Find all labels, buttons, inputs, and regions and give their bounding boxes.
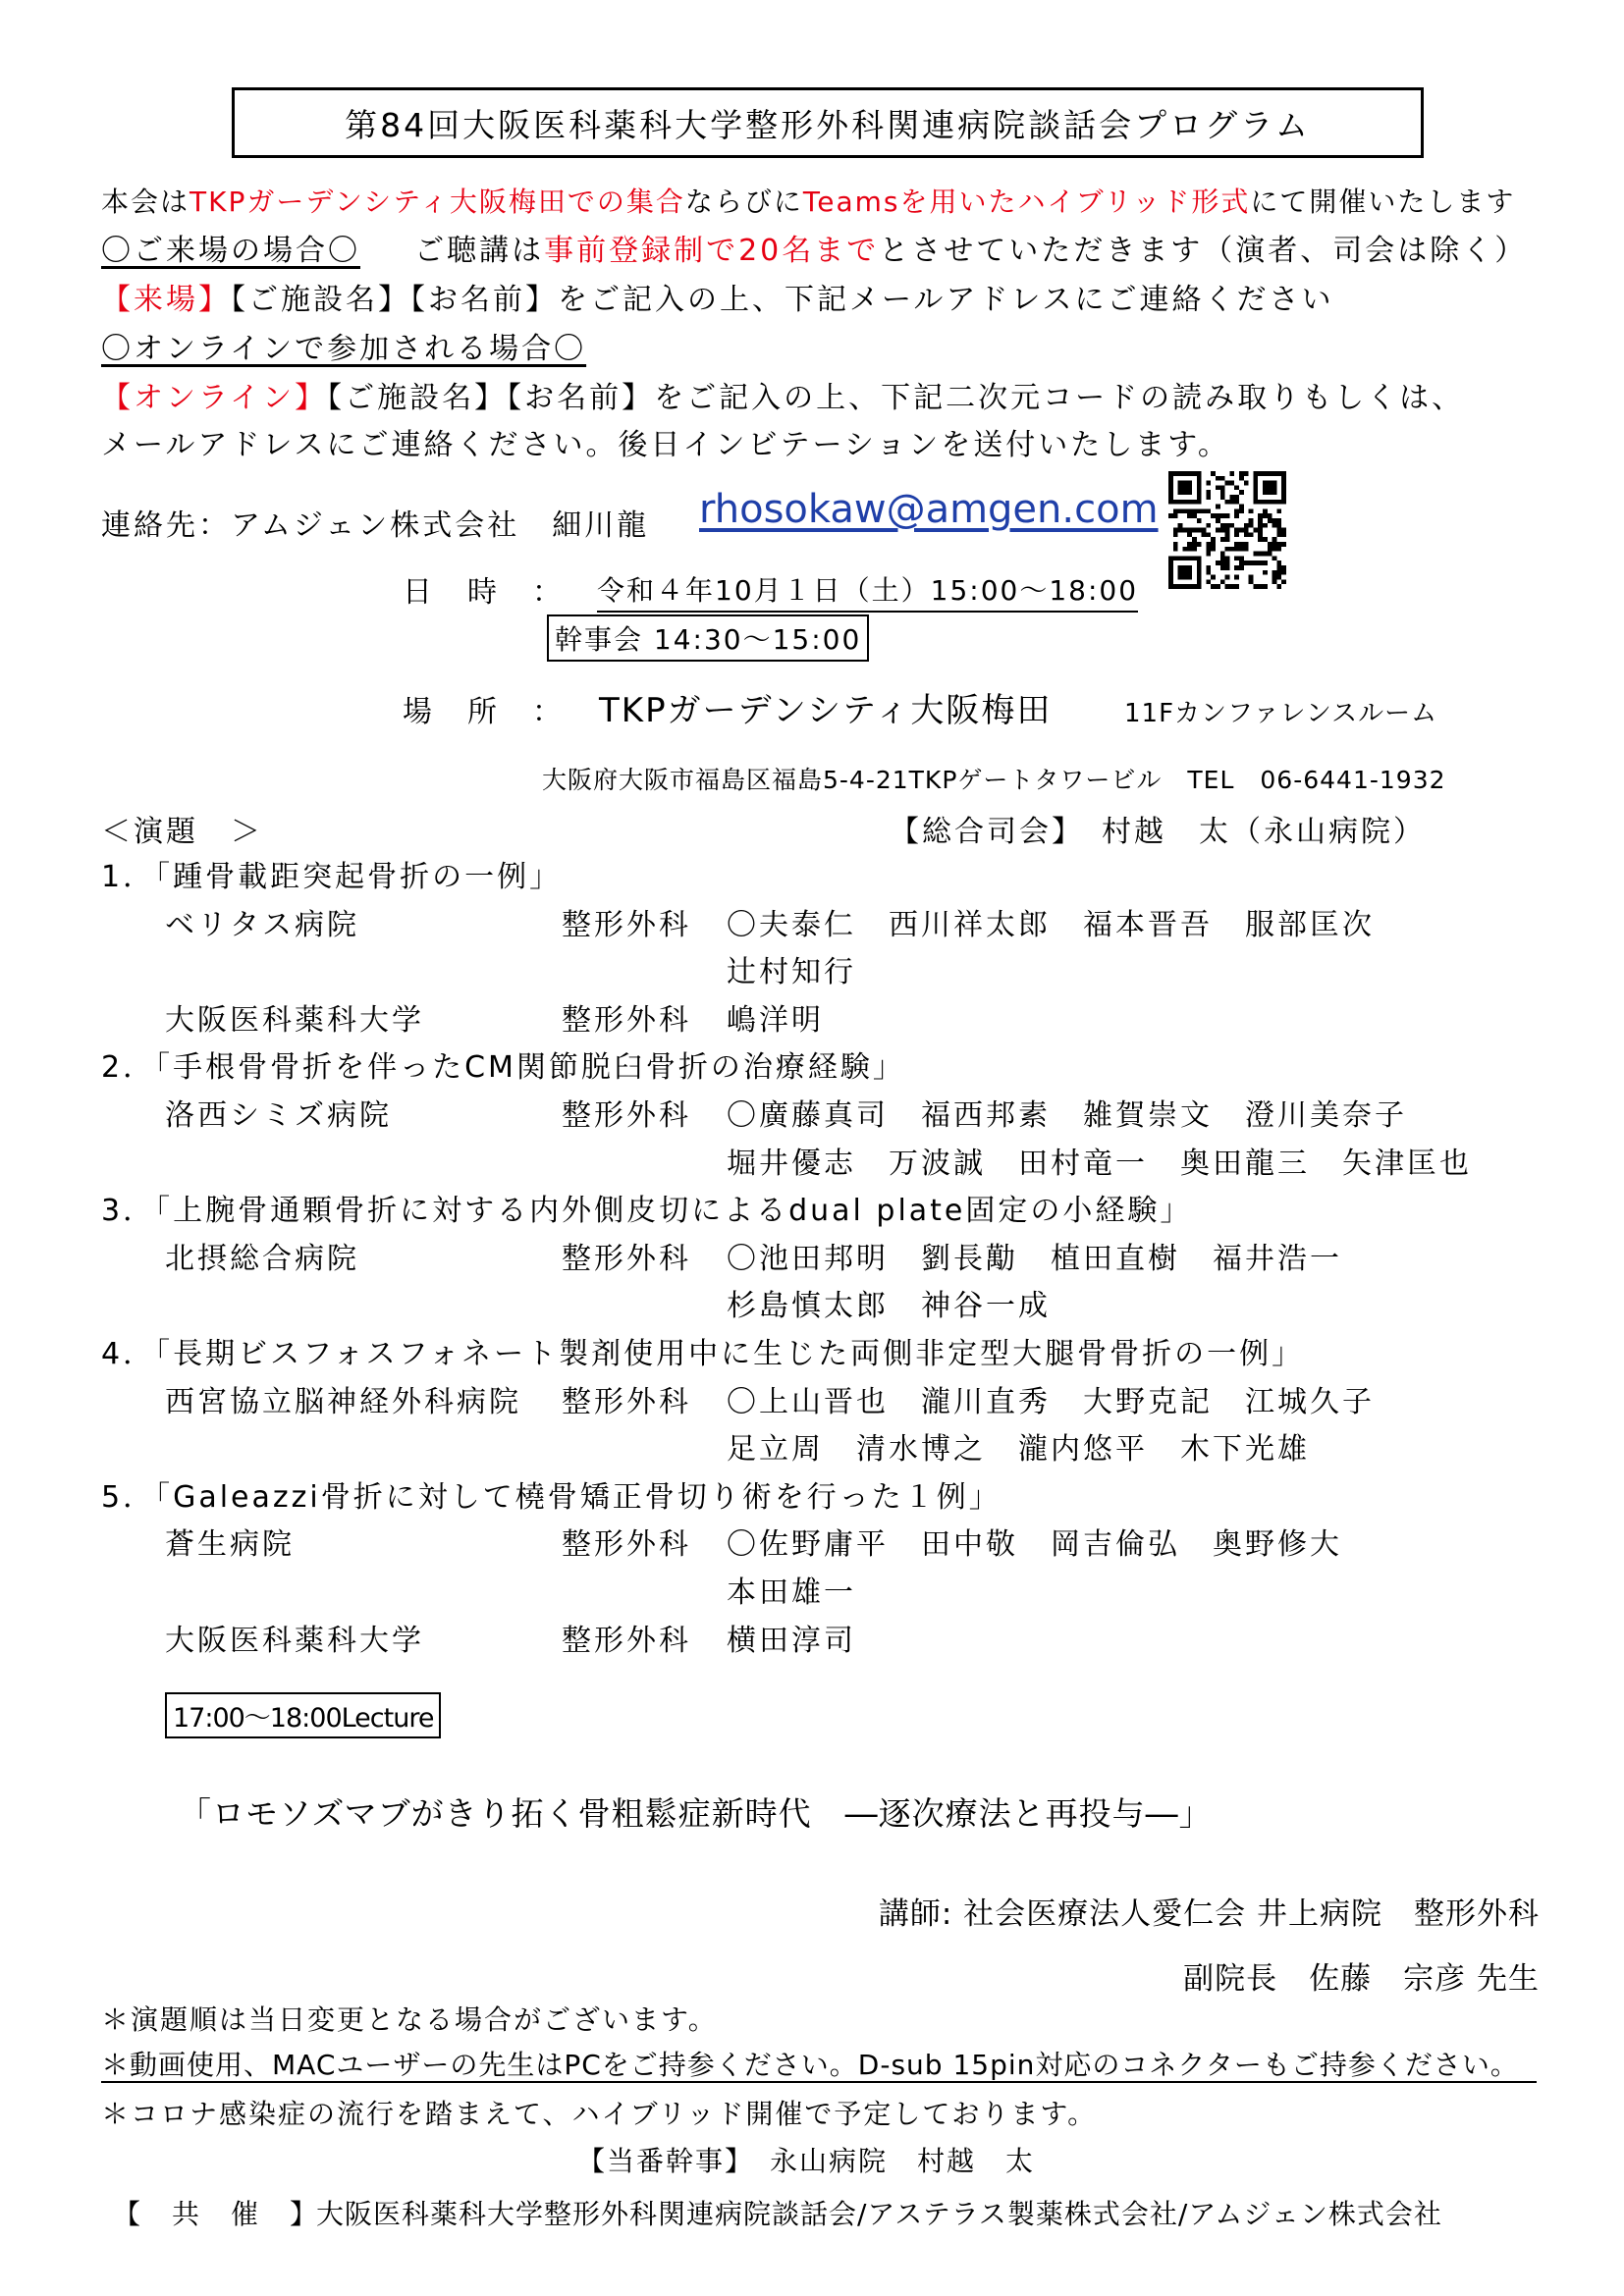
- qr-code-icon: [1168, 471, 1286, 589]
- lecturer-name: 副院長 佐藤 宗彦 先生: [1183, 1961, 1540, 1997]
- contact-label: 連絡先：アムジェン株式会社 細川龍: [101, 508, 650, 543]
- venue-name: TKPガーデンシティ大阪梅田: [599, 691, 1053, 730]
- note-3: ＊コロナ感染症の流行を踏まえて、ハイブリッド開催で予定しております。: [101, 2098, 1098, 2130]
- topic-authors: 足立周 清水博之 瀧内悠平 木下光雄: [727, 1432, 1310, 1468]
- intro-line-1-seg-2: ならびに: [684, 186, 803, 218]
- chair: 【総合司会】 村越 太（永山病院）: [890, 815, 1426, 849]
- onsite-text-seg-1: 事前登録制で20名まで: [544, 234, 880, 268]
- onsite-instr-seg-0: 【来場】: [101, 283, 231, 317]
- topic-authors: 杉島慎太郎 神谷一成: [727, 1289, 1051, 1324]
- topic-department: 整形外科: [562, 1623, 691, 1658]
- intro-line-1: [101, 181, 1515, 220]
- topic-hospital: 北摂総合病院: [165, 1241, 359, 1276]
- topic-title: 5．「Galeazzi骨折に対して橈骨矯正骨切り術を行った１例」: [101, 1479, 1001, 1515]
- duty-secretary: 【当番幹事】 永山病院 村越 太: [577, 2145, 1036, 2177]
- topic-authors: 〇池田邦明 劉長勱 植田直樹 福井浩一: [727, 1241, 1342, 1276]
- topic-department: 整形外科: [562, 1098, 691, 1133]
- topic-title: 3．「上腕骨通顆骨折に対する内外側皮切によるdual plate固定の小経験」: [101, 1194, 1193, 1229]
- note-1: ＊演題順は当日変更となる場合がございます。: [101, 2003, 718, 2036]
- topic-department: 整形外科: [562, 1002, 691, 1038]
- onsite-text-seg-2: とさせていただきます（演者、司会は除く）: [879, 234, 1528, 268]
- topic-department: 整形外科: [562, 1384, 691, 1419]
- venue-address: 大阪府大阪市福島区福島5-4-21TKPゲートタワービル TEL 06-6441-1932: [542, 766, 1446, 794]
- topic-title: 1．「踵骨載距突起骨折の一例」: [101, 860, 563, 894]
- venue-room: 11Fカンファレンスルーム: [1124, 699, 1438, 728]
- topic-authors: 横田淳司: [727, 1623, 856, 1658]
- intro-line-1-seg-3: Teamsを用いたハイブリッド形式: [802, 186, 1251, 218]
- online-instructions: [101, 373, 1464, 416]
- onsite-instr-seg-1: 【ご施設名】【お名前】をご記入の上、下記メールアドレスにご連絡ください: [231, 283, 1334, 317]
- onsite-instructions: [101, 275, 1334, 318]
- onsite-heading: 〇ご来場の場合〇: [101, 234, 360, 268]
- contact-email-link[interactable]: rhosokaw@amgen.com: [699, 487, 1159, 532]
- intro-line-1-seg-1: TKPガーデンシティ大阪梅田での集合: [189, 186, 685, 218]
- topic-authors: 〇廣藤真司 福西邦素 雑賀崇文 澄川美奈子: [727, 1098, 1407, 1133]
- topic-authors: 〇夫泰仁 西川祥太郎 福本晋吾 服部匡次: [727, 907, 1375, 942]
- topic-hospital: 洛西シミズ病院: [165, 1098, 392, 1133]
- onsite-section: [101, 226, 1527, 269]
- online-instr-seg-1: 【ご施設名】【お名前】をご記入の上、下記二次元コードの読み取りもしくは、: [327, 381, 1465, 415]
- note-2: ＊動画使用、MACユーザーの先生はPCをご持参ください。D-sub 15pin対応のコネクターもご持参ください。: [101, 2049, 1519, 2081]
- topic-hospital: 大阪医科薬科大学: [165, 1623, 424, 1658]
- onsite-text: [414, 234, 1527, 268]
- topic-authors: 〇佐野庸平 田中敬 岡吉倫弘 奥野修大: [727, 1527, 1342, 1563]
- topic-authors: 〇上山晋也 瀧川直秀 大野克記 江城久子: [727, 1384, 1375, 1419]
- topic-authors: 本田雄一: [727, 1575, 856, 1610]
- online-instr-seg-0: 【オンライン】: [101, 381, 328, 415]
- datetime-label: 日 時 ：: [403, 575, 565, 610]
- online-instructions-2: メールアドレスにご連絡ください。後日インビテーションを送付いたします。: [101, 428, 1230, 462]
- lecturer-affiliation: 講師: 社会医療法人愛仁会 井上病院 整形外科: [878, 1896, 1540, 1932]
- intro-line-1-seg-0: 本会は: [101, 186, 190, 218]
- online-heading: 〇オンラインで参加される場合〇: [101, 332, 587, 366]
- topic-title: 4．「長期ビスフォスフォネート製剤使用中に生じた両側非定型大腿骨骨折の一例」: [101, 1337, 1305, 1371]
- topic-authors: 辻村知行: [727, 955, 856, 990]
- topic-authors: 堀井優志 万波誠 田村竜一 奥田龍三 矢津匡也: [727, 1146, 1472, 1181]
- sponsor-label: 【 共 催 】: [113, 2198, 320, 2230]
- venue-label: 場 所 ：: [403, 695, 565, 729]
- topic-hospital: 蒼生病院: [165, 1527, 295, 1563]
- divider: [101, 2081, 1537, 2083]
- topic-department: 整形外科: [562, 1527, 691, 1563]
- topic-hospital: ベリタス病院: [165, 907, 359, 942]
- intro-line-1-seg-4: にて開催いたします: [1250, 186, 1516, 218]
- topic-hospital: 西宮協立脳神経外科病院: [165, 1384, 521, 1419]
- page-title: 第84回大阪医科薬科大学整形外科関連病院談話会プログラム: [232, 87, 1424, 158]
- topic-authors: 嶋洋明: [727, 1002, 824, 1038]
- lecture-time-box: 17:00～18:00Lecture: [165, 1692, 441, 1738]
- sponsors: 大阪医科薬科大学整形外科関連病院談話会/アステラス製薬株式会社/アムジェン株式会社: [316, 2198, 1442, 2230]
- onsite-text-seg-0: ご聴講は: [414, 234, 545, 268]
- topics-label: ＜演題 ＞: [101, 815, 263, 849]
- topic-department: 整形外科: [562, 907, 691, 942]
- kanji-meeting-box: 幹事会 14:30～15:00: [547, 614, 869, 662]
- topic-department: 整形外科: [562, 1241, 691, 1276]
- topic-title: 2．「手根骨骨折を伴ったCM関節脱臼骨折の治療経験」: [101, 1050, 905, 1086]
- topic-hospital: 大阪医科薬科大学: [165, 1002, 424, 1038]
- lecture-title: 「ロモソズマブがきり拓く骨粗鬆症新時代 ―逐次療法と再投与―」: [179, 1794, 1213, 1833]
- datetime-value: 令和４年10月１日（土）15:00～18:00: [597, 569, 1138, 613]
